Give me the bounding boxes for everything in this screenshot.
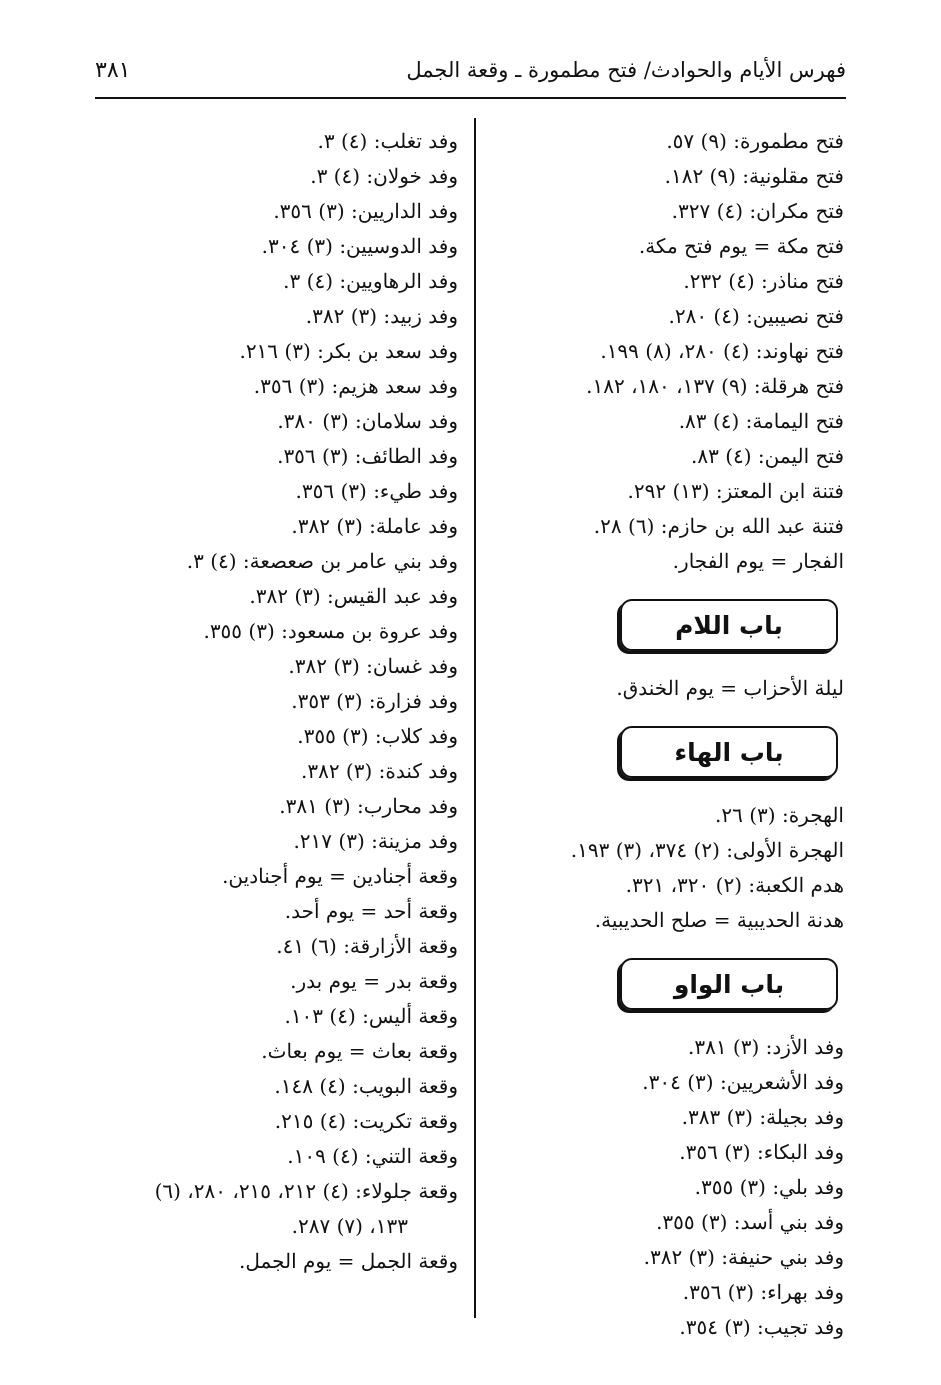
left-column (78, 124, 458, 1279)
left-entries-list (78, 124, 458, 1174)
page-number: ٣٨١ (95, 58, 131, 83)
index-entry: وفد عروة بن مسعود: (٣) ٣٥٥. (203, 619, 458, 643)
index-entry: وفد تغلب: (٤) ٣. (317, 129, 458, 153)
lam-entries-list (484, 671, 844, 706)
index-entry: فتح نصيبين: (٤) ٢٨٠. (668, 304, 844, 328)
header-rule (95, 97, 846, 99)
section-heading-ha: باب الهاء (620, 726, 838, 778)
index-entry: وفد غسان: (٣) ٣٨٢. (288, 654, 458, 678)
index-entry: وفد بهراء: (٣) ٣٥٦. (682, 1280, 844, 1304)
index-entry: وفد الدوسيين: (٣) ٣٠٤. (261, 234, 458, 258)
index-entry: وفد الأشعريين: (٣) ٣٠٤. (642, 1070, 844, 1094)
index-entry: وفد بني حنيفة: (٣) ٣٨٢. (643, 1245, 844, 1269)
index-entry: وفد سعد بن بكر: (٣) ٢١٦. (239, 339, 458, 363)
index-entry: وفد بني عامر بن صعصعة: (٤) ٣. (186, 549, 458, 573)
index-entry: وفد بني أسد: (٣) ٣٥٥. (656, 1210, 844, 1234)
index-entry: وفد طيء: (٣) ٣٥٦. (295, 479, 458, 503)
index-entry-jalula (78, 1174, 458, 1244)
index-entry: فتنة ابن المعتز: (١٣) ٢٩٢. (627, 479, 844, 503)
page-header (95, 52, 846, 92)
index-entry: وفد بلي: (٣) ٣٥٥. (694, 1175, 844, 1199)
waw-entries-list (484, 1030, 844, 1345)
index-entry: الهجرة الأولى: (٢) ٣٧٤، (٣) ١٩٣. (570, 838, 844, 862)
index-entry: وقعة الأزارقة: (٦) ٤١. (276, 934, 458, 958)
index-entry: هدنة الحديبية = صلح الحديبية. (594, 908, 844, 932)
index-entry: فتح مقلونية: (٩) ١٨٢. (664, 164, 844, 188)
index-entry: وقعة بعاث = يوم بعاث. (261, 1039, 458, 1063)
right-column (484, 124, 844, 1345)
section-heading-lam: باب اللام (620, 599, 838, 651)
jalula-line-1: وقعة جلولاء: (٤) ٢١٢، ٢١٥، ٢٨٠، (٦) (154, 1179, 458, 1203)
index-entry: وقعة أجنادين = يوم أجنادين. (222, 864, 458, 888)
index-entry: وقعة تكريت: (٤) ٢١٥. (274, 1109, 458, 1133)
index-entry: وفد الداريين: (٣) ٣٥٦. (273, 199, 458, 223)
index-entry: فتح اليمامة: (٤) ٨٣. (678, 409, 844, 433)
index-entry: وفد البكاء: (٣) ٣٥٦. (679, 1140, 844, 1164)
index-entry: وفد بجيلة: (٣) ٣٨٣. (681, 1105, 844, 1129)
index-entry: فتح مناذر: (٤) ٢٣٢. (683, 269, 844, 293)
section-heading-waw: باب الواو (620, 958, 838, 1010)
index-entry: وفد عاملة: (٣) ٣٨٢. (291, 514, 458, 538)
index-entry: وفد تجيب: (٣) ٣٥٤. (679, 1315, 844, 1339)
index-entry: وفد الأزد: (٣) ٣٨١. (687, 1035, 844, 1059)
index-entry: فتح مطمورة: (٩) ٥٧. (666, 129, 844, 153)
ha-entries-list (484, 798, 844, 938)
index-entry: فتح اليمن: (٤) ٨٣. (691, 444, 844, 468)
index-entry: فتح مكران: (٤) ٣٢٧. (671, 199, 844, 223)
index-entry: وفد الطائف: (٣) ٣٥٦. (277, 444, 458, 468)
index-entry: وفد سلامان: (٣) ٣٨٠. (277, 409, 458, 433)
index-entry: وفد زبيد: (٣) ٣٨٢. (305, 304, 458, 328)
index-entry: وفد عبد القيس: (٣) ٣٨٢. (249, 584, 458, 608)
index-entry: وقعة البويب: (٤) ١٤٨. (274, 1074, 458, 1098)
index-entry: وفد كلاب: (٣) ٣٥٥. (297, 724, 458, 748)
index-entry-jamal: وقعة الجمل = يوم الجمل. (239, 1249, 458, 1273)
index-entry: وفد سعد هزيم: (٣) ٣٥٦. (253, 374, 458, 398)
index-entry: وفد الرهاويين: (٤) ٣. (283, 269, 458, 293)
index-entry: وقعة التني: (٤) ١٠٩. (287, 1144, 458, 1168)
index-entry: فتح هرقلة: (٩) ١٣٧، ١٨٠، ١٨٢. (586, 374, 844, 398)
index-entry: وفد كندة: (٣) ٣٨٢. (300, 759, 458, 783)
index-entry: الهجرة: (٣) ٢٦. (715, 803, 844, 827)
index-entry: وفد خولان: (٤) ٣. (310, 164, 458, 188)
index-entry: ليلة الأحزاب = يوم الخندق. (616, 676, 844, 700)
column-divider (474, 118, 476, 1318)
index-entry: وفد مزينة: (٣) ٢١٧. (293, 829, 458, 853)
jalula-line-2: ١٣٣، (٧) ٢٨٧. (291, 1214, 408, 1238)
fath-entries-list (484, 124, 844, 579)
index-entry: فتنة عبد الله بن حازم: (٦) ٢٨. (593, 514, 844, 538)
index-entry: فتح مكة = يوم فتح مكة. (638, 234, 844, 258)
index-entry: وقعة أحد = يوم أحد. (284, 899, 458, 923)
index-entry: وفد فزارة: (٣) ٣٥٣. (291, 689, 458, 713)
index-entry: وقعة أليس: (٤) ١٠٣. (284, 1004, 458, 1028)
index-entry: فتح نهاوند: (٤) ٢٨٠، (٨) ١٩٩. (600, 339, 844, 363)
index-entry: وقعة بدر = يوم بدر. (290, 969, 458, 993)
running-title: فهرس الأيام والحوادث/ فتح مطمورة ـ وقعة الجمل (406, 58, 846, 82)
index-entry: الفجار = يوم الفجار. (672, 549, 844, 573)
index-entry: وفد محارب: (٣) ٣٨١. (279, 794, 458, 818)
index-entry: هدم الكعبة: (٢) ٣٢٠، ٣٢١. (625, 873, 844, 897)
